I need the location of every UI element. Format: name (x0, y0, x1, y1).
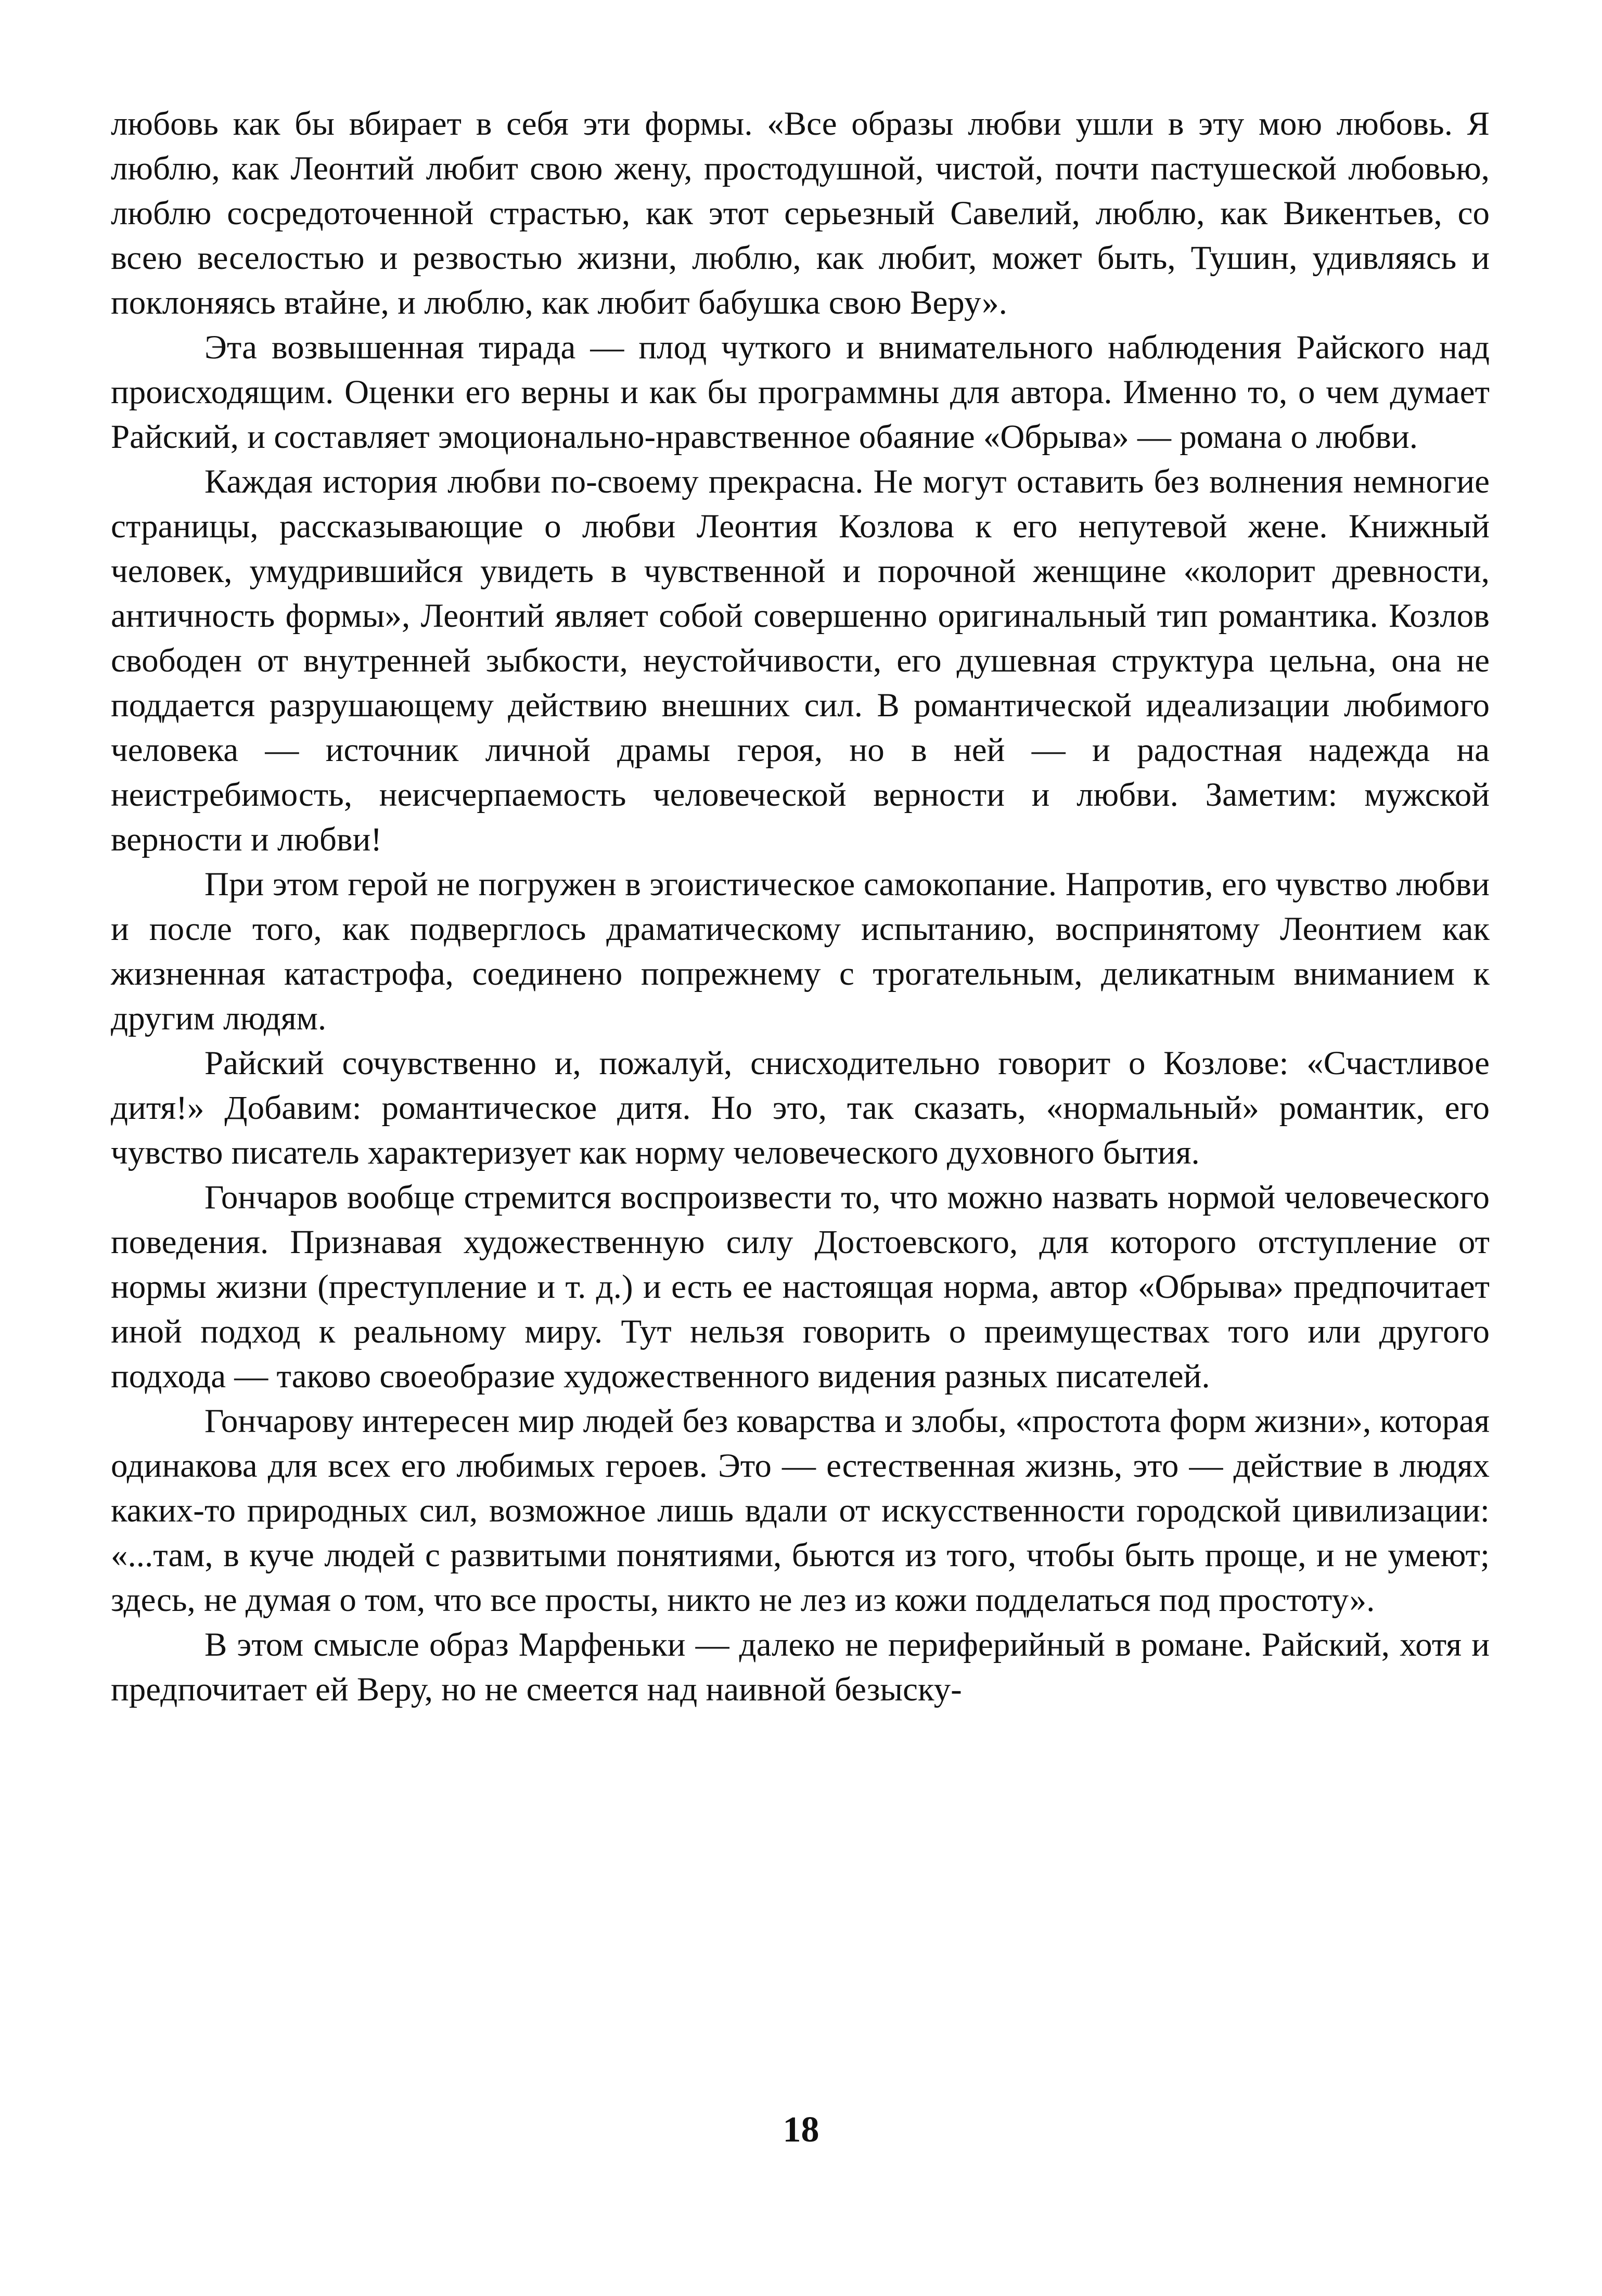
paragraph-6: Гончаров вообще стремится воспроизвести то, что можно назвать нормой человеческого поведения. Признавая художественную силу Достоевского, для которого отступление от нормы жизни (преступление и т. д.) и есть ее настоящая норма, автор «Обрыва» предпочитает иной подход к реальному миру. Тут нельзя говорить о преимуществах того или другого подхода — таково своеобразие художественного видения разных писателей. (111, 1179, 1490, 1395)
paragraph-8: В этом смысле образ Марфеньки — далеко не периферийный в романе. Райский, хотя и предпочитает ей Веру, но не смеется над наивной безыску- (111, 1626, 1490, 1708)
paragraph-5: Райский сочувственно и, пожалуй, снисходительно говорит о Козлове: «Счастливое дитя!» Добавим: романтическое дитя. Но это, так сказать, «нормальный» романтик, его чувство писатель характеризует как норму человеческого духовного бытия. (111, 1044, 1490, 1171)
paragraph-7: Гончарову интересен мир людей без коварства и злобы, «простота форм жизни», которая одинакова для всех его любимых героев. Это — естественная жизнь, это — действие в людях каких-то природных сил, возможное лишь вдали от искусственности городской цивилизации: «...там, в куче людей с развитыми понятиями, бьются из того, чтобы быть проще, и не умеют; здесь, не думая о том, что все просты, никто не лез из кожи подделаться под простоту». (111, 1402, 1490, 1619)
paragraph-2: Эта возвышенная тирада — плод чуткого и внимательного наблюдения Райского над происходящим. Оценки его верны и как бы программны для автора. Именно то, о чем думает Райский, и составляет эмоционально-нравственное обаяние «Обрыва» — романа о любви. (111, 329, 1490, 456)
paragraph-1: любовь как бы вбирает в себя эти формы. «Все образы любви ушли в эту мою любовь. Я люблю, как Леонтий любит свою жену, простодушной, чистой, почти пастушеской любовью, люблю сосредоточенной страстью, как этот серьезный Савелий, люблю, как Викентьев, со всею веселостью и резвостью жизни, люблю, как любит, может быть, Тушин, удивляясь и поклоняясь втайне, и люблю, как любит бабушка свою Веру». (111, 105, 1490, 321)
paragraph-3: Каждая история любви по-своему прекрасна. Не могут оставить без волнения немногие страницы, рассказывающие о любви Леонтия Козлова к его непутевой жене. Книжный человек, умудрившийся увидеть в чувственной и порочной женщине «колорит древности, античность формы», Леонтий являет собой совершенно оригинальный тип романтика. Козлов свободен от внутренней зыбкости, неустойчивости, его душевная структура цельна, она не поддается разрушающему действию внешних сил. В романтической идеализации любимого человека — источник личной драмы героя, но в ней — и радостная надежда на неистребимость, неисчерпаемость человеческой верности и любви. Заметим: мужской верности и любви! (111, 463, 1490, 858)
paragraph-4: При этом герой не погружен в эгоистическое самокопание. Напротив, его чувство любви и после того, как подверглось драматическому испытанию, воспринятому Леонтием как жизненная катастрофа, соединено попрежнему с трогательным, деликатным вниманием к другим людям. (111, 866, 1490, 1037)
page-number: 18 (783, 2110, 819, 2150)
page-body (111, 101, 1490, 2182)
